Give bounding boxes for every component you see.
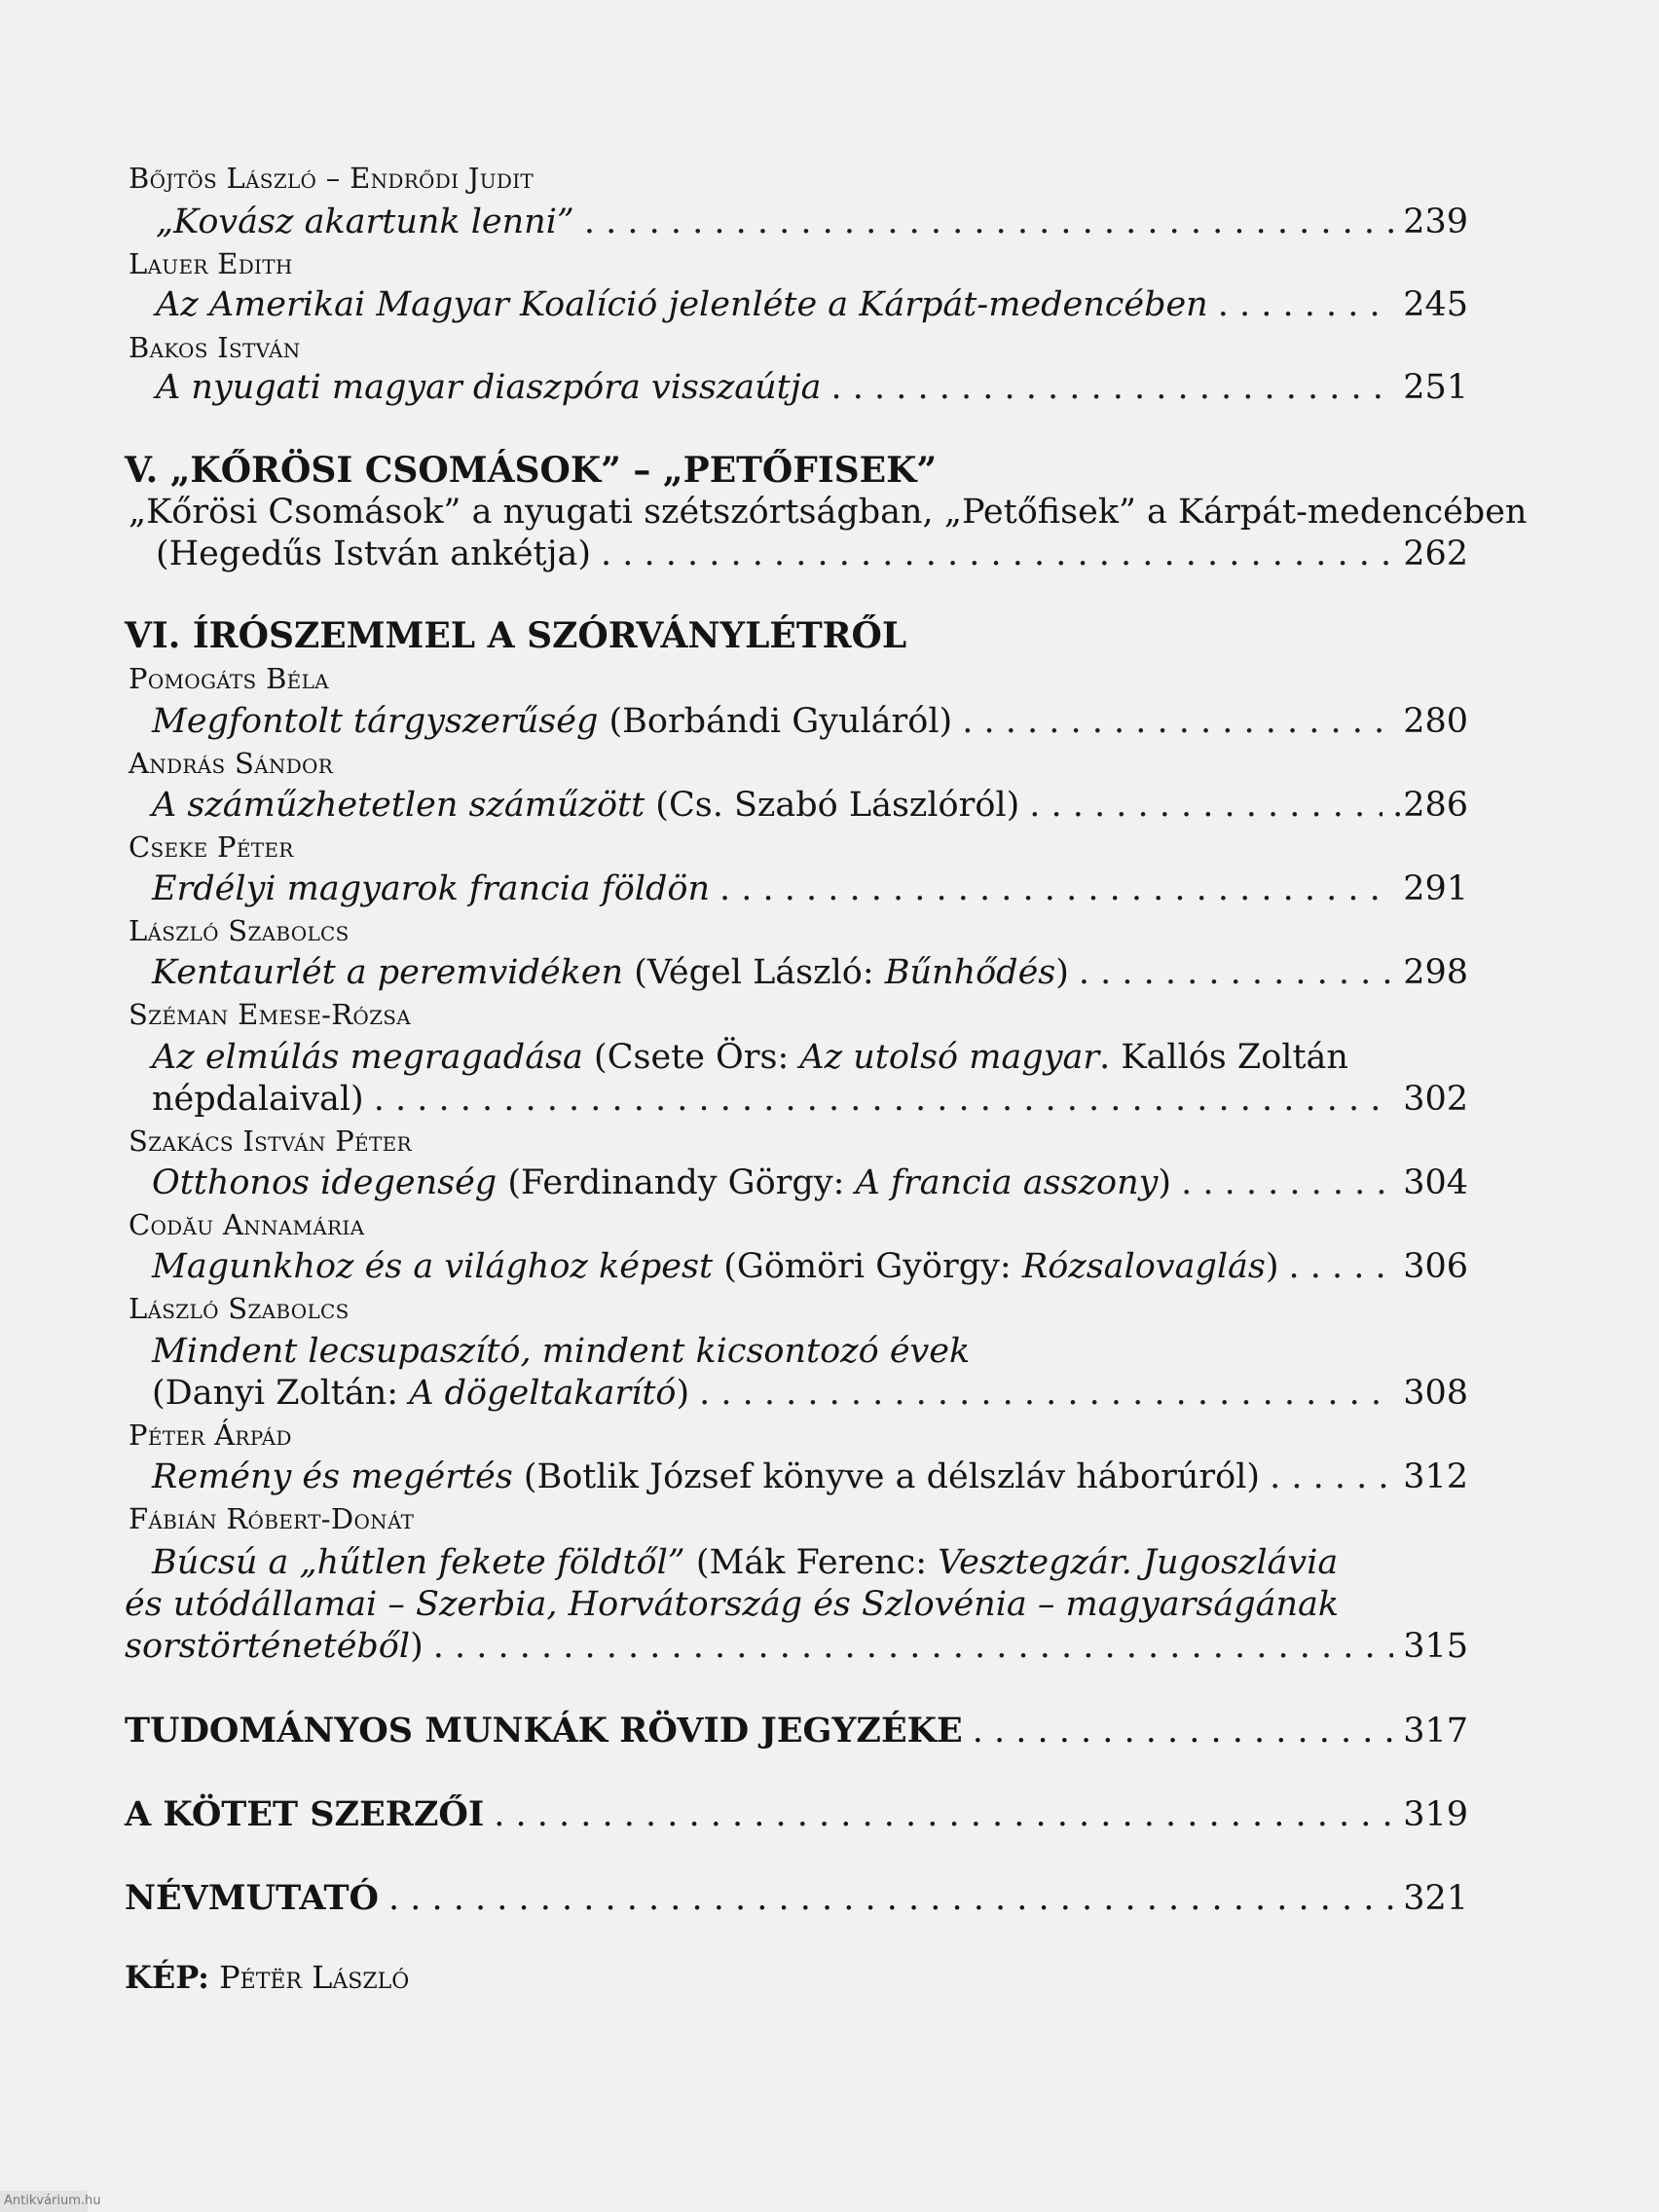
entry-title-line: és utódállamai – Szerbia, Horvátország és Szlovénia – magyarságának (125, 1585, 1340, 1624)
dot-leader (962, 702, 1393, 741)
toc-entry[interactable] (152, 702, 1468, 741)
entry-title: „Kovász akartunk lenni” (156, 203, 574, 241)
entry-title: sorstörténetéből) (125, 1627, 424, 1666)
toc-entry[interactable] (156, 535, 1468, 573)
dot-leader (601, 535, 1393, 573)
toc-entry[interactable] (152, 953, 1468, 992)
author-name: Codău Annamária (129, 1208, 365, 1241)
dot-leader (584, 203, 1393, 241)
author-name: Péter Árpád (129, 1419, 292, 1452)
dot-leader (433, 1627, 1393, 1666)
author-name: András Sándor (129, 747, 334, 780)
entry-title: Magunkhoz és a világhoz képest (Gömöri György: Rózsalovaglás) (152, 1247, 1279, 1286)
toc-entry[interactable] (152, 1457, 1468, 1496)
image-credit: KÉP: Pétër László (125, 1959, 410, 1996)
section-heading: VI. ÍRÓSZEMMEL A SZÓRVÁNYLÉTRŐL (125, 615, 907, 656)
page-number: 304 (1403, 1163, 1468, 1202)
author-name: László Szabolcs (129, 1292, 350, 1325)
entry-title: A KÖTET SZERZŐI (125, 1794, 485, 1834)
toc-entry[interactable] (156, 368, 1468, 407)
page-number: 315 (1403, 1627, 1468, 1666)
dot-leader (830, 368, 1393, 407)
dot-leader (494, 1795, 1393, 1834)
entry-title: Az Amerikai Magyar Koalíció jelenléte a Kárpát-medencében (156, 285, 1208, 324)
toc-entry[interactable] (156, 285, 1468, 324)
author-name: Szakács István Péter (129, 1124, 412, 1158)
toc-entry[interactable] (152, 1080, 1468, 1119)
entry-title: A száműzhetetlen száműzött (Cs. Szabó Lászlóról) (152, 786, 1020, 825)
entry-title-line: Az elmúlás megragadása (Csete Örs: Az utolsó magyar. Kallós Zoltán (152, 1038, 1348, 1077)
author-name: Bőjtös László – Endrődi Judit (129, 162, 535, 195)
dot-leader (1270, 1457, 1393, 1496)
page-number: 245 (1403, 285, 1468, 324)
toc-entry[interactable] (152, 1163, 1468, 1202)
page-number: 317 (1403, 1712, 1468, 1751)
toc-entry[interactable] (152, 786, 1468, 825)
author-name: Cseke Péter (129, 830, 294, 864)
entry-title: Remény és megértés (Botlik József könyve a délszláv háborúról) (152, 1457, 1261, 1496)
toc-entry[interactable] (125, 1878, 1468, 1918)
author-name: Lauer Edith (129, 247, 293, 280)
author-name: Pomogáts Béla (129, 662, 329, 695)
dot-leader (1289, 1247, 1394, 1286)
dot-leader (719, 869, 1393, 908)
page-number: 306 (1403, 1247, 1468, 1286)
watermark: Antikvárium.hu (0, 2191, 88, 2212)
toc-entry[interactable] (152, 1247, 1468, 1286)
page-number: 280 (1403, 702, 1468, 741)
dot-leader (1079, 953, 1393, 992)
toc-entry[interactable] (156, 203, 1468, 241)
entry-title: népdalaival) (152, 1080, 364, 1119)
entry-title: Megfontolt tárgyszerűség (Borbándi Gyuláról) (152, 702, 953, 741)
page-number: 319 (1403, 1795, 1468, 1834)
dot-leader (388, 1879, 1393, 1918)
page-number: 321 (1403, 1879, 1468, 1918)
toc-entry[interactable] (125, 1794, 1468, 1834)
page-number: 308 (1403, 1374, 1468, 1413)
author-name: Fábián Róbert-Donát (129, 1502, 415, 1535)
entry-title: Otthonos idegenség (Ferdinandy Görgy: A francia asszony) (152, 1163, 1172, 1202)
author-name: Bakos István (129, 331, 301, 364)
entry-title: NÉVMUTATÓ (125, 1878, 379, 1918)
section-heading: V. „KŐRÖSI CSOMÁSOK” – „PETŐFISEK” (125, 450, 938, 491)
dot-leader (699, 1374, 1393, 1413)
toc-entry[interactable] (125, 1711, 1468, 1751)
entry-title: TUDOMÁNYOS MUNKÁK RÖVID JEGYZÉKE (125, 1711, 963, 1751)
dot-leader (1029, 786, 1382, 825)
author-name: Széman Emese-Rózsa (129, 998, 412, 1031)
toc-entry[interactable] (125, 1627, 1468, 1666)
page-number: 291 (1403, 869, 1468, 908)
page-number: 262 (1403, 535, 1468, 573)
dot-leader (973, 1712, 1393, 1751)
entry-title-line: Mindent lecsupaszító, mindent kicsontozó évek (152, 1332, 971, 1371)
dot-leader (374, 1080, 1394, 1119)
dot-leader (1181, 1163, 1393, 1202)
toc-entry[interactable] (152, 869, 1468, 908)
entry-title: (Hegedűs István ankétja) (156, 535, 591, 573)
page-number: 302 (1403, 1080, 1468, 1119)
page-number: 251 (1403, 368, 1468, 407)
entry-title-line: Búcsú a „hűtlen fekete földtől” (Mák Ferenc: Vesztegzár. Jugoszlávia (152, 1543, 1339, 1582)
dot-leader (1218, 285, 1393, 324)
entry-title-line: „Kőrösi Csomások” a nyugati szétszórtságban, „Petőfisek” a Kárpát-medencében (129, 493, 1528, 532)
page-number: 239 (1403, 203, 1468, 241)
entry-title: Kentaurlét a peremvidéken (Végel László: Bűnhődés) (152, 953, 1069, 992)
page-number: .286 (1392, 786, 1468, 825)
toc-entry[interactable] (152, 1374, 1468, 1413)
entry-title: A nyugati magyar diaszpóra visszaútja (156, 368, 822, 407)
entry-title: (Danyi Zoltán: A dögeltakarító) (152, 1374, 690, 1413)
page-number: 312 (1403, 1457, 1468, 1496)
author-name: László Szabolcs (129, 914, 350, 947)
entry-title: Erdélyi magyarok francia földön (152, 869, 711, 908)
page-number: 298 (1403, 953, 1468, 992)
